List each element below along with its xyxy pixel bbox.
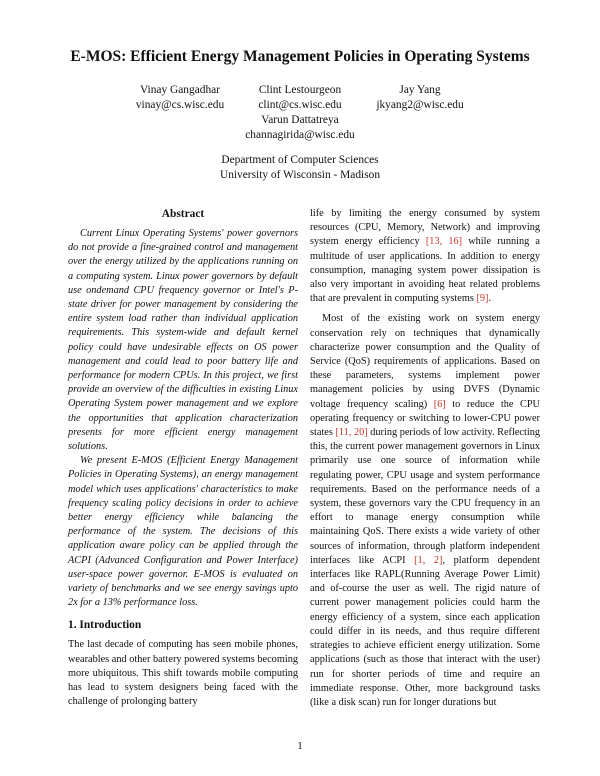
author-name: Varun Dattatreya (261, 114, 339, 126)
left-column (68, 207, 298, 710)
body-paragraph (310, 207, 540, 306)
section-heading-introduction: 1. Introduction (68, 619, 142, 632)
citation-link[interactable]: [11, 20] (335, 427, 368, 439)
author-block-1 (120, 83, 240, 113)
text-run: Most of the existing work on system energy conservation rely on techniques that dynamically characterize power consumption and the Quality of Service (QoS) requirements of applications. Based on these parameters, systems implement power management policies by using DVFS (Dynamic voltage frequency scaling) (310, 313, 540, 410)
intro-paragraph: The last decade of computing has seen mobile phones, wearables and other battery powered systems becoming more ubiquitous. This shift towards mobile computing has lead to system designers being faced with the challenge of prolonging battery (68, 639, 298, 708)
text-run: to reduce the CPU operating frequency or switching to lower-CPU power states (310, 398, 540, 439)
abstract-paragraph: Current Linux Operating Systems' power governors do not provide a fine-grained control and management over the energy utilized by the applications running on a computing system. Linux power governors by default use ondemand CPU frequency governor or Intel's P-state driver for power management by considering the entire system load rather than individual application requirements. This system-wide and default kernel policy could have undesirable effects on OS power management and could lead to poor battery life and performance for modern CPUs. In this project, we first provide an overview of the difficulties in existing Linux Operating System power management and we explore the opportunities that application characterization presents for more efficient energy management solutions. (68, 228, 298, 453)
citation-link[interactable]: [1, 2] (414, 554, 443, 566)
text-run: during periods of low activity. Reflecting this, the current power management governors in Linux primarily use one source of information while regulating power, CPU usage and system performance requirements. Based on the performance needs of a system, these governors vary the CPU frequency in an effort to manage energy consumption while maintaining QoS. There exists a wide variety of other sources of information, through platform independent interfaces like ACPI (310, 427, 541, 566)
page-number: 1 (297, 740, 303, 752)
author-name: Vinay Gangadhar (140, 84, 220, 96)
text-run: . (488, 293, 492, 305)
text-run: life by limiting the energy consumed by system resources (CPU, Memory, Network) and improving system energy efficiency (310, 208, 540, 248)
author-email: channagirida@wisc.edu (245, 129, 355, 141)
abstract-paragraph: We present E-MOS (Efficient Energy Management Policies in Operating Systems), an energy management model which uses applications' characteristics to make frequency scaling policy decisions in order to achieve better energy efficiency while balancing the performance of the system. The decisions of this application aware policy can be applied through the ACPI (Advanced Configuration and Power Interface) user-space power governor. E-MOS is evaluated on variety of benchmarks and we see energy savings upto 2x for a 13% performance loss. (68, 455, 298, 609)
abstract-heading: Abstract (161, 208, 205, 220)
university: University of Wisconsin - Madison (219, 169, 381, 181)
department: Department of Computer Sciences (221, 154, 379, 166)
affiliation (0, 153, 600, 183)
author-block-2 (240, 83, 360, 113)
author-block-4 (200, 113, 400, 143)
paper-title: E-MOS: Efficient Energy Management Policies in Operating Systems (70, 48, 530, 65)
right-column (310, 207, 540, 710)
author-name: Jay Yang (399, 84, 441, 96)
body-paragraph (310, 312, 540, 710)
author-email: vinay@cs.wisc.edu (135, 99, 225, 111)
author-email: jkyang2@wisc.edu (376, 99, 464, 111)
author-block-3 (360, 83, 480, 113)
text-run: while running a multitude of user applications. In addition to energy consumption, managing system power dissipation is also very important in avoiding heat related problems that are prevalent in computing systems (310, 236, 540, 305)
author-name: Clint Lestourgeon (258, 84, 342, 96)
citation-link[interactable]: [13, 16] (425, 236, 463, 248)
text-run: , platform dependent interfaces like RAPL(Running Average Power Limit) and of-course the user as well. The rigid nature of current power management policies could harm the energy efficiency of a system, since each application could differ in its needs, and thus require different strategies to achieve efficient energy utilization. Some applications (such as those that interact with the user) run for shorter periods of time and require an immediate response. Other, more background tasks (like a disk scan) run for longer durations but (310, 554, 540, 708)
citation-link[interactable]: [9] (476, 293, 489, 305)
citation-link[interactable]: [6] (433, 398, 446, 410)
author-email: clint@cs.wisc.edu (258, 99, 342, 111)
abstract-body (68, 227, 298, 610)
